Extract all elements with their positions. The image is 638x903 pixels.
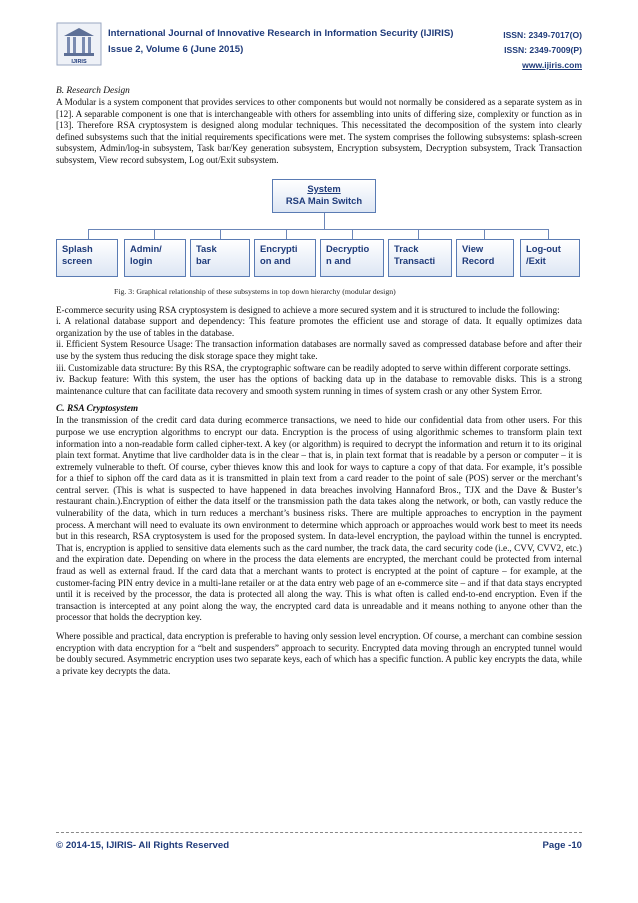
subsystem-box-decryption	[320, 239, 384, 277]
connector-2	[220, 229, 221, 239]
box-line2: Record	[462, 254, 495, 266]
figure-caption: Fig. 3: Graphical relationship of these subsystems in top down hierarchy (modular design)	[114, 286, 396, 296]
connector-7	[548, 229, 549, 239]
box-line1: Track	[394, 242, 419, 254]
connector-bus	[88, 229, 548, 230]
section-c-heading: C. RSA Cryptosystem	[56, 404, 139, 415]
box-line2: screen	[62, 254, 93, 266]
page-number: Page -10	[542, 840, 582, 851]
article-body	[56, 86, 582, 677]
feature-item: ii. Efficient System Resource Usage: The transaction information databases are normally saved as compressed database before and after their use by the system thus reducing the disk storage space they might take.	[56, 339, 582, 361]
connector-1	[154, 229, 155, 239]
section-c-paragraph-2: Where possible and practical, data encryption is preferable to having only session level encryption. Of course, a merchant can combine session encryption with data encryption for a “belt and suspenders” approach to security. Encrypted data moving through an encrypted tunnel would be doubly secured. Asymmetric encryption uses two separate keys, each of which has a specific function. A public key encrypts the data, while a private key decrypts the data.	[56, 631, 582, 676]
journal-logo-icon	[56, 22, 102, 66]
feature-item: i. A relational database support and dependency: This feature promotes the efficient use and storage of data. It equally optimizes data organization by the use of tables in the database.	[56, 316, 582, 338]
website-link[interactable]: www.ijiris.com	[522, 60, 582, 70]
section-b-heading: B. Research Design	[56, 86, 130, 96]
box-line1: Log-out	[526, 242, 561, 254]
connector-5	[418, 229, 419, 239]
subsystem-box-track	[388, 239, 452, 277]
connector-6	[484, 229, 485, 239]
subsystem-box-logout	[520, 239, 580, 277]
subsystem-box-task	[190, 239, 250, 277]
feature-item: iv. Backup feature: With this system, the user has the options of backing data up in the database to removable disks. This is a strong maintenance culture that can facilitate data recovery and smooth system running in times of system crash or any other System Error.	[56, 374, 582, 396]
journal-issue: Issue 2, Volume 6 (June 2015)	[108, 44, 244, 55]
box-line2: /Exit	[526, 254, 546, 266]
footer-divider	[56, 832, 582, 833]
box-line2: login	[130, 254, 153, 266]
subsystem-box-admin	[124, 239, 186, 277]
box-line1: Admin/	[130, 242, 162, 254]
root-line2: RSA Main Switch	[285, 194, 363, 206]
issn-print: ISSN: 2349-7009(P)	[504, 45, 582, 55]
box-line2: on and	[260, 254, 291, 266]
footer-copyright: © 2014-15, IJIRIS- All Rights Reserved	[56, 840, 230, 851]
logo-text: IJIRIS	[71, 59, 87, 65]
box-line1: Decryptio	[326, 242, 370, 254]
issn-online: ISSN: 2349-7017(O)	[503, 30, 582, 40]
subsystem-box-splash	[56, 239, 118, 277]
section-c-paragraph-1: In the transmission of the credit card data during ecommerce transactions, we need to hide our confidential data from other users. For this purpose we use encryption algorithms to encrypt our data. Encryption is the process of using algorithmic schemes to transform plain text information into a non-readable form called cipher-text. A key (or algorithm) is required to decrypt the information and return it to its original plain text format. Anytime that live cardholder data is in the clear – that is, in plain text format that is readable by a person or computer – it is extremely vulnerable to theft. Of course, cyber thieves know this and look for ways to capture a copy of that data. For example, it’s possible for a thief to siphon off the card data as it is transmitted in plain text from a card reader to the point of sale (POS) server or the merchant’s central server. (This is what is suspected to have happened in data breaches involving Hannaford Bros., TJX and the Dave & Buster’s restaurant chain.).Encryption of either the data itself or the transmission path the data takes along the network, or both, can vastly reduce the vulnerability of the data, which in turn reduces a merchant’s business risks. There are multiple approaches to encryption in the payment process. A merchant will need to evaluate its own environment to determine which approach or approaches would work best to meet its needs but in this research, RSA cryptosystem is used for the proposed system. In data-level encryption, the payload within the tunnel is encrypted. That is, encryption is applied to sensitive data elements such as the card number, the track data, the card security code (i.e., CVV, CVV2, etc.) and the expiration date. Depending on where in the process the data elements are encrypted, the merchant could be protected from internal fraud as well as external fraud. If the card data that a merchant wants to protect is encrypted at the point of capture – for example, at the customer-facing PIN entry device in a multi-lane retailer or at the data entry web page of an e-commerce site – and if that data stays encrypted until it is received by the processor, the data is protected all along the way. This is what often is called end-to-end encryption. Even if the transaction is intercepted at any point along the way, the encrypted card data is unreadable and it means nothing to anyone other than the processor that holds the decryption key.	[56, 415, 582, 623]
journal-header	[56, 22, 582, 72]
connector-3	[286, 229, 287, 239]
ecommerce-intro: E-commerce security using RSA cryptosystem is designed to achieve a more secured system and it is structured to include the following:	[56, 304, 560, 315]
section-b-paragraph: A Modular is a system component that provides services to other components but would not normally be considered as a separate system as in [12]. A separable component is one that is interchangeable with others for assembling into units of differing size, complexity or function as in [13]. Therefore RSA cryptosystem is designed along modular techniques. This necessitated the decomposition of the system into clearly defined subsystems such that the initial requirements specifications were met. The system comprises the following subsystems: splash-screen subsystem, Admin/log-in subsystem, Task bar/Key generation subsystem, Encryption subsystem, Decryption subsystem, Track Transaction subsystem, View record subsystem, Log out/Exit subsystem.	[56, 97, 582, 165]
subsystem-box-view	[456, 239, 514, 277]
box-line1: Task	[196, 242, 217, 254]
box-line2: n and	[326, 254, 351, 266]
journal-title: International Journal of Innovative Research in Information Security (IJIRIS)	[108, 28, 454, 39]
feature-item: iii. Customizable data structure: By this RSA, the cryptographic software can be readily adopted to serve within different corporate settings.	[56, 362, 571, 373]
root-line1: System	[307, 182, 341, 194]
modular-design-figure	[56, 173, 582, 305]
box-line1: Splash	[62, 242, 93, 254]
connector-4	[352, 229, 353, 239]
connector-root	[324, 213, 325, 229]
subsystem-box-encryption	[254, 239, 316, 277]
box-line2: Transacti	[394, 254, 436, 266]
box-line1: Encrypti	[260, 242, 298, 254]
issn-block	[503, 28, 582, 73]
box-line1: View	[462, 242, 484, 254]
box-line2: bar	[196, 254, 211, 266]
root-system-box	[272, 179, 376, 213]
connector-0	[88, 229, 89, 239]
